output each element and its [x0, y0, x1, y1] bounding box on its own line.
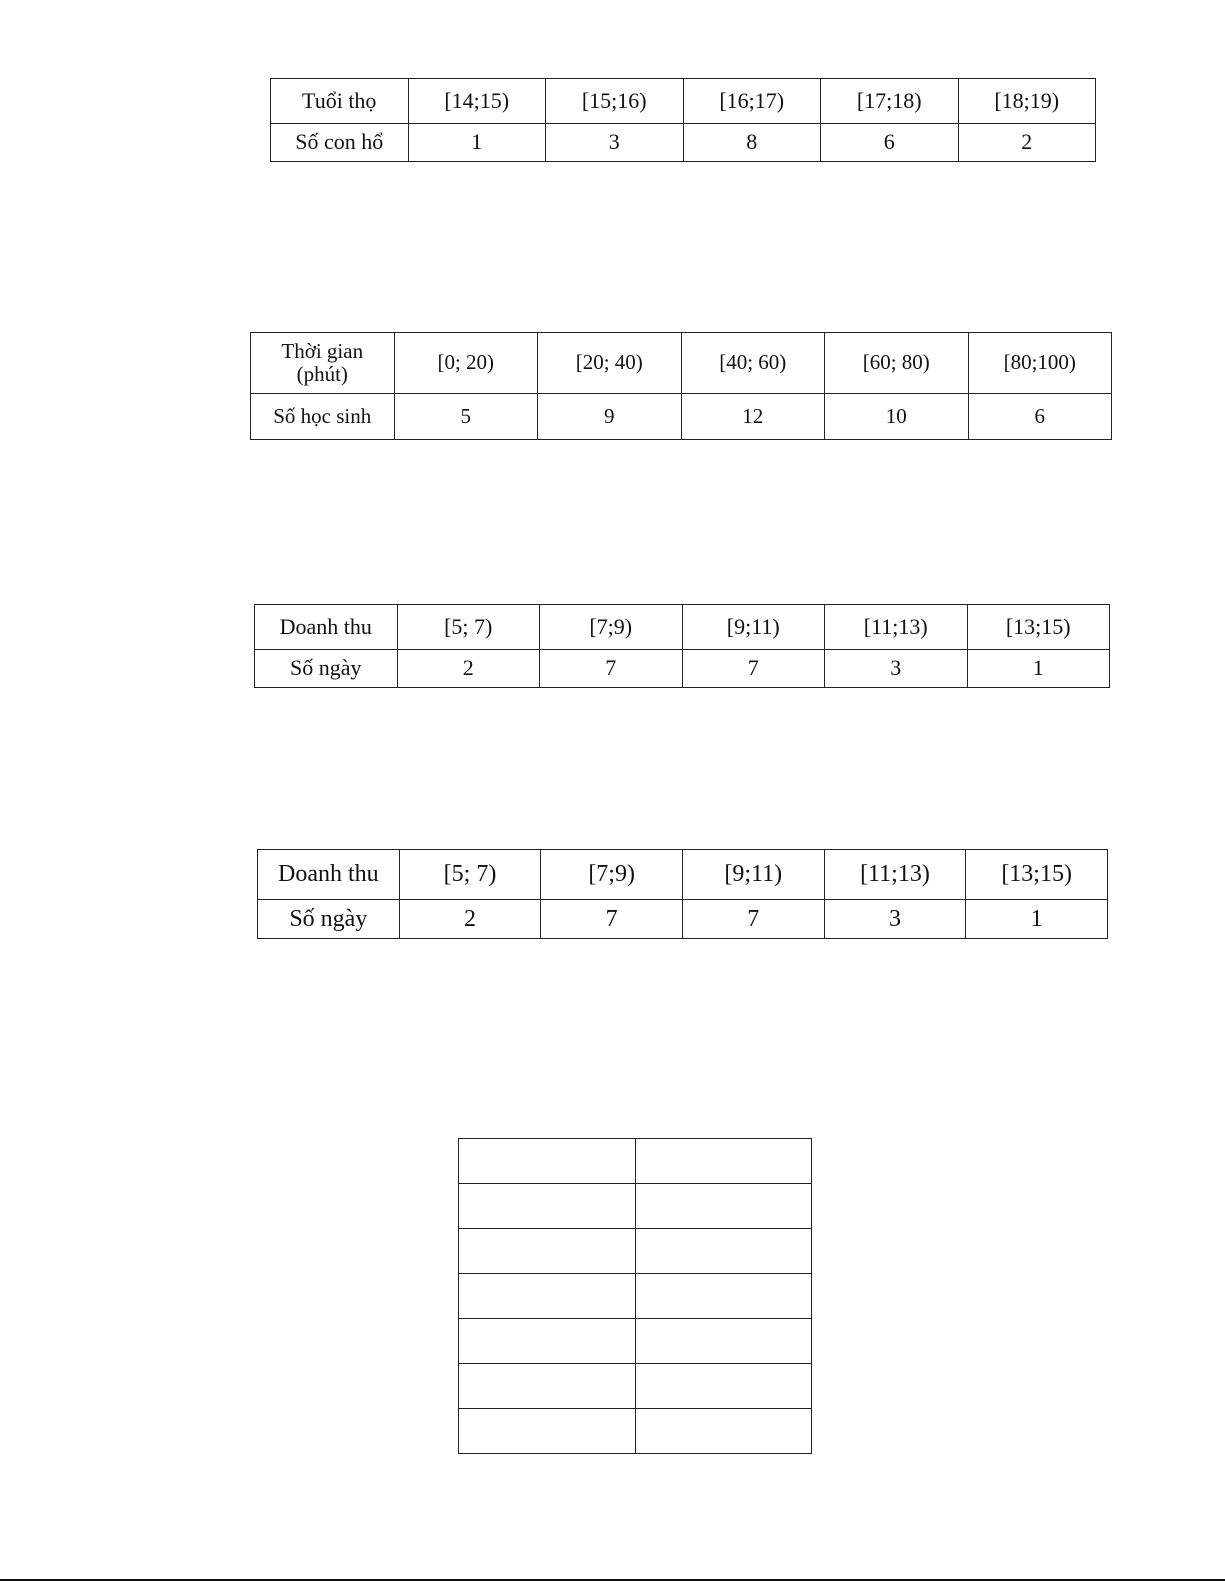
- revenue-table: [254, 604, 1110, 688]
- interval-cell: [7;9): [541, 850, 683, 900]
- empty-table-cell: [459, 1139, 636, 1184]
- interval-cell: [11;13): [824, 850, 966, 900]
- frequency-cell: 7: [682, 650, 825, 688]
- interval-cell: [5; 7): [399, 850, 541, 900]
- frequency-cell: 6: [968, 394, 1112, 440]
- row-label-cell: Số học sinh: [251, 394, 395, 440]
- interval-cell: [40; 60): [681, 333, 825, 394]
- interval-cell: [7;9): [540, 605, 683, 650]
- empty-table-row: [459, 1139, 812, 1184]
- frequency-cell: 9: [538, 394, 682, 440]
- interval-cell: [13;15): [966, 850, 1108, 900]
- interval-cell: [17;18): [821, 79, 959, 124]
- frequency-cell: 1: [408, 124, 546, 162]
- header-label-cell: Doanh thu: [255, 605, 398, 650]
- interval-cell: [11;13): [825, 605, 968, 650]
- interval-cell: [5; 7): [397, 605, 540, 650]
- empty-table-cell: [635, 1229, 812, 1274]
- table-header-row: [251, 333, 1112, 394]
- interval-cell: [13;15): [967, 605, 1110, 650]
- interval-cell: [18;19): [958, 79, 1096, 124]
- interval-cell: [20; 40): [538, 333, 682, 394]
- empty-table-body: [459, 1139, 812, 1454]
- interval-cell: [60; 80): [825, 333, 969, 394]
- empty-table: [458, 1138, 812, 1454]
- frequency-cell: 1: [967, 650, 1110, 688]
- empty-table-row: [459, 1319, 812, 1364]
- empty-table-row: [459, 1184, 812, 1229]
- frequency-cell: 3: [825, 650, 968, 688]
- frequency-cell: 2: [399, 900, 541, 939]
- interval-cell: [80;100): [968, 333, 1112, 394]
- table-value-row: [251, 394, 1112, 440]
- table-header-row: [271, 79, 1096, 124]
- empty-table-cell: [635, 1184, 812, 1229]
- empty-table-row: [459, 1409, 812, 1454]
- empty-table-cell: [459, 1319, 636, 1364]
- header-label-cell: Tuổi thọ: [271, 79, 409, 124]
- empty-table-cell: [635, 1409, 812, 1454]
- interval-cell: [15;16): [546, 79, 684, 124]
- empty-table-cell: [635, 1139, 812, 1184]
- empty-table-cell: [635, 1274, 812, 1319]
- table-header-row: [258, 850, 1108, 900]
- frequency-cell: 12: [681, 394, 825, 440]
- interval-cell: [9;11): [682, 850, 824, 900]
- table-value-row: [271, 124, 1096, 162]
- empty-table-cell: [459, 1364, 636, 1409]
- header-label-cell: Doanh thu: [258, 850, 400, 900]
- table-value-row: [255, 650, 1110, 688]
- frequency-cell: 1: [966, 900, 1108, 939]
- table-header-row: [255, 605, 1110, 650]
- frequency-cell: 7: [540, 650, 683, 688]
- frequency-cell: 2: [397, 650, 540, 688]
- empty-table-cell: [635, 1364, 812, 1409]
- interval-cell: [0; 20): [394, 333, 538, 394]
- frequency-cell: 3: [824, 900, 966, 939]
- empty-table-row: [459, 1364, 812, 1409]
- row-label-cell: Số con hổ: [271, 124, 409, 162]
- empty-table-cell: [459, 1409, 636, 1454]
- frequency-cell: 6: [821, 124, 959, 162]
- empty-table-row: [459, 1274, 812, 1319]
- frequency-cell: 7: [541, 900, 683, 939]
- row-label-cell: Số ngày: [258, 900, 400, 939]
- page-bottom-rule: [0, 1579, 1225, 1581]
- interval-cell: [9;11): [682, 605, 825, 650]
- lifespan-table: [270, 78, 1096, 162]
- frequency-cell: 8: [683, 124, 821, 162]
- frequency-cell: 5: [394, 394, 538, 440]
- frequency-cell: 7: [682, 900, 824, 939]
- header-label-cell: Thời gian (phút): [251, 333, 395, 394]
- frequency-cell: 10: [825, 394, 969, 440]
- empty-table-row: [459, 1229, 812, 1274]
- frequency-cell: 3: [546, 124, 684, 162]
- interval-cell: [16;17): [683, 79, 821, 124]
- revenue-table-duplicate: [257, 849, 1108, 939]
- empty-table-cell: [459, 1229, 636, 1274]
- study-time-table: [250, 332, 1112, 440]
- interval-cell: [14;15): [408, 79, 546, 124]
- empty-table-cell: [459, 1274, 636, 1319]
- empty-table-cell: [459, 1184, 636, 1229]
- row-label-cell: Số ngày: [255, 650, 398, 688]
- empty-table-cell: [635, 1319, 812, 1364]
- table-value-row: [258, 900, 1108, 939]
- frequency-cell: 2: [958, 124, 1096, 162]
